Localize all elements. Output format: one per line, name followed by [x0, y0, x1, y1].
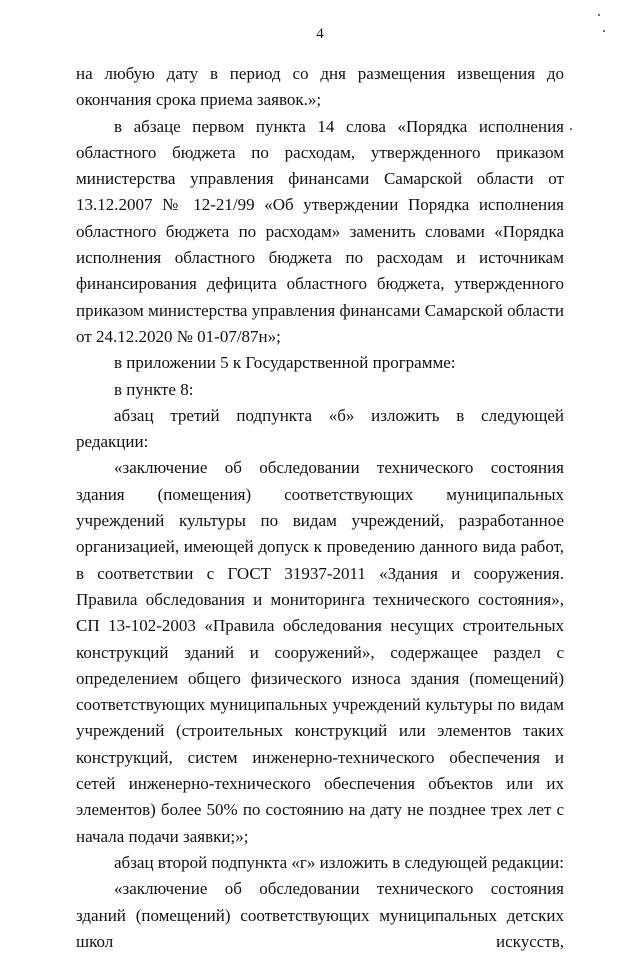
paragraph-3: в приложении 5 к Государственной программе: [114, 353, 456, 373]
scan-speck [603, 30, 605, 32]
scan-speck [598, 14, 600, 16]
paragraph-8: «заключение об обследовании технического состояния зданий (помещений) соответствующих муниципальных детских школ искусств, [76, 879, 564, 951]
document-body [76, 61, 564, 955]
page-number: 4 [316, 26, 324, 42]
paragraph-7: абзац второй подпункта «г» изложить в следующей редакции: [114, 852, 565, 872]
paragraph-1: на любую дату в период со дня размещения извещения до окончания срока приема заявок.»; [76, 64, 564, 110]
scan-speck [570, 128, 572, 130]
paragraph-2: в абзаце первом пункта 14 слова «Порядка исполнения областного бюджета по расходам, утвержденного приказом министерства управления финансами Самарской области от 13.12.2007 № 12-21/99 «Об утверждении Порядка исполнения областного бюджета по расходам» заменить словами «Порядка исполнения областного бюджета по расходам и источникам финансирования дефицита областного бюджета, утвержденного приказом министерства управления финансами Самарской области от 24.12.2020 № 01-07/87н»; [76, 116, 564, 346]
paragraph-5: абзац третий подпункта «б» изложить в следующей редакции: [76, 405, 564, 452]
paragraph-6: «заключение об обследовании технического состояния здания (помещения) соответствующих муниципальных учреждений культуры по видам учреждений, разработанное организацией, имеющей допуск к проведению данного вида работ, в соответствии с ГОСТ 31937-2011 «Здания и сооружения. Правила обследования и мониторинга технического состояния», СП 13-102-2003 «Правила обследования несущих строительных конструкций зданий и сооружений», содержащее раздел с определением общего физического износа здания (помещений) соответствующих муниципальных учреждений культуры по видам учреждений (строительных конструкций или элементов таких конструкций, систем инженерно-технического обеспечения и сетей инженерно-технического обеспечения объектов или их элементов) более 50% по состоянию на дату не позднее трех лет с начала подачи заявки;»; [76, 458, 564, 846]
paragraph-4: в пункте 8: [114, 379, 194, 399]
